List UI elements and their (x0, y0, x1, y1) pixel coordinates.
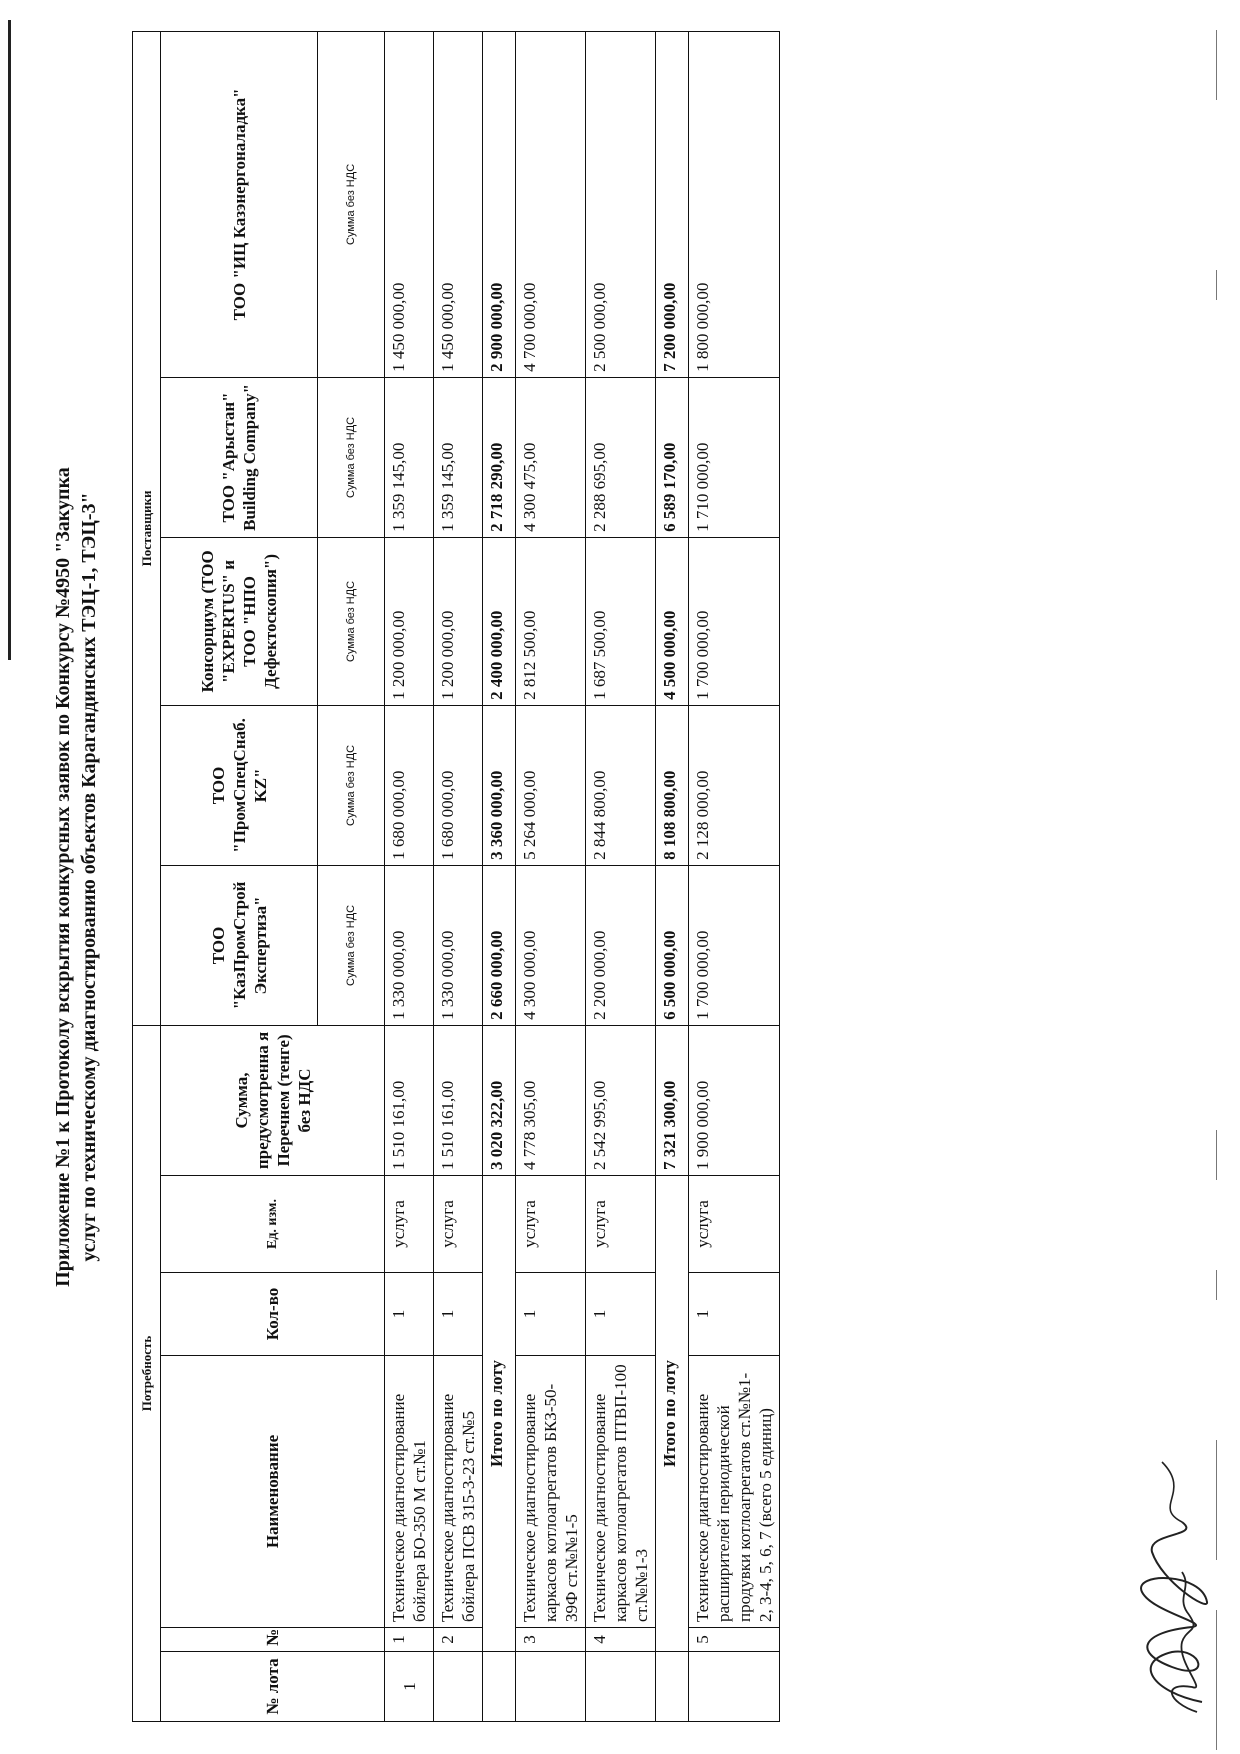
sum-planned: 1 510 161,00 (385, 1025, 434, 1175)
header-no: № (161, 1628, 385, 1652)
total-supplier-price: 6 500 000,00 (656, 865, 689, 1025)
sum-planned: 1 900 000,00 (689, 1025, 780, 1175)
supplier-price: 1 200 000,00 (434, 537, 483, 705)
row-number: 1 (385, 1628, 434, 1652)
header-name: Наименование (161, 1356, 385, 1628)
quantity: 1 (516, 1273, 586, 1356)
lot-number (434, 1652, 483, 1722)
unit: услуга (689, 1176, 780, 1273)
service-name: Техническое диагностирование бойлера БО-350 М ст.№1 (385, 1356, 434, 1628)
title-line-2: услуг по техническому диагностированию объектов Карагандинских ТЭЦ-1, ТЭЦ-3" (78, 492, 100, 1262)
quantity: 1 (586, 1273, 656, 1356)
supplier-price: 5 264 000,00 (516, 705, 586, 865)
bids-table (132, 31, 780, 1722)
supplier-price: 4 300 000,00 (516, 865, 586, 1025)
unit: услуга (516, 1176, 586, 1273)
table-row (516, 31, 586, 1721)
total-supplier-price: 4 500 000,00 (656, 537, 689, 705)
rotated-page (32, 32, 1232, 1722)
supplier-price: 2 812 500,00 (516, 537, 586, 705)
total-supplier-price: 3 360 000,00 (483, 705, 516, 865)
total-sum-planned: 3 020 322,00 (483, 1025, 516, 1175)
row-number: 2 (434, 1628, 483, 1652)
supplier-price: 1 687 500,00 (586, 537, 656, 705)
supplier-price: 2 200 000,00 (586, 865, 656, 1025)
supplier-price: 1 359 145,00 (385, 377, 434, 537)
supplier-price: 1 200 000,00 (385, 537, 434, 705)
service-name: Техническое диагностирование каркасов котлоагрегатов ПТВП-100 ст.№№1-3 (586, 1356, 656, 1628)
supplier-price: 1 450 000,00 (385, 31, 434, 377)
table-row (689, 31, 780, 1721)
unit: услуга (586, 1176, 656, 1273)
header-supplier-5: ТОО "ИЦ Казэнергоналадка" (161, 31, 318, 377)
total-supplier-price: 2 718 290,00 (483, 377, 516, 537)
header-lot-no: № лота (161, 1652, 385, 1722)
signature-image-2 (1147, 1562, 1217, 1722)
header-supplier-4: ТОО "Арыстан" Building Company" (161, 377, 318, 537)
subheader-sum-no-vat: Сумма без НДС (318, 537, 385, 705)
header-supplier-3: Консорциум (ТОО "EXPERTUS" и ТОО "НПО Дефектоскопия") (161, 537, 318, 705)
sum-planned: 4 778 305,00 (516, 1025, 586, 1175)
lot-number: 1 (385, 1652, 434, 1722)
subheader-sum-no-vat: Сумма без НДС (318, 377, 385, 537)
supplier-price: 1 680 000,00 (385, 705, 434, 865)
supplier-price: 1 450 000,00 (434, 31, 483, 377)
unit: услуга (434, 1176, 483, 1273)
table-row (385, 31, 434, 1721)
supplier-price: 1 330 000,00 (385, 865, 434, 1025)
supplier-price: 1 680 000,00 (434, 705, 483, 865)
subheader-sum-no-vat: Сумма без НДС (318, 865, 385, 1025)
service-name: Техническое диагностирование бойлера ПСВ 315-3-23 ст.№5 (434, 1356, 483, 1628)
subheader-sum-no-vat: Сумма без НДС (318, 705, 385, 865)
header-group-need: Потребность (133, 1025, 161, 1721)
header-group-suppliers: Поставщики (133, 31, 161, 1025)
table-row (434, 31, 483, 1721)
total-sum-planned: 7 321 300,00 (656, 1025, 689, 1175)
header-unit: Ед. изм. (161, 1176, 385, 1273)
page-edge-line (8, 20, 11, 660)
total-supplier-price: 6 589 170,00 (656, 377, 689, 537)
supplier-price: 4 700 000,00 (516, 31, 586, 377)
quantity: 1 (385, 1273, 434, 1356)
header-supplier-1: ТОО "КазПромСтрой Экспертиза" (161, 865, 318, 1025)
total-label: Итого по лоту (656, 1176, 689, 1652)
lot-cell (483, 1652, 516, 1722)
row-number: 4 (586, 1628, 656, 1652)
quantity: 1 (689, 1273, 780, 1356)
lot-number (516, 1652, 586, 1722)
lot-number (689, 1652, 780, 1722)
sum-planned: 2 542 995,00 (586, 1025, 656, 1175)
supplier-price: 1 710 000,00 (689, 377, 780, 537)
subheader-sum-no-vat: Сумма без НДС (318, 31, 385, 377)
header-sum-planned: Сумма, предусмотренна я Перечнем (тенге) без НДС (161, 1025, 385, 1175)
total-row (656, 31, 689, 1721)
total-row (483, 31, 516, 1721)
row-number: 3 (516, 1628, 586, 1652)
unit: услуга (385, 1176, 434, 1273)
supplier-price: 1 330 000,00 (434, 865, 483, 1025)
supplier-price: 1 359 145,00 (434, 377, 483, 537)
supplier-price: 1 700 000,00 (689, 537, 780, 705)
supplier-price: 1 700 000,00 (689, 865, 780, 1025)
total-supplier-price: 2 400 000,00 (483, 537, 516, 705)
table-row (586, 31, 656, 1721)
supplier-price: 2 288 695,00 (586, 377, 656, 537)
service-name: Техническое диагностирование каркасов котлоагрегатов БКЗ-50-39Ф ст.№№1-5 (516, 1356, 586, 1628)
supplier-price: 1 800 000,00 (689, 31, 780, 377)
supplier-price: 4 300 475,00 (516, 377, 586, 537)
supplier-price: 2 500 000,00 (586, 31, 656, 377)
header-qty: Кол-во (161, 1273, 385, 1356)
total-supplier-price: 2 660 000,00 (483, 865, 516, 1025)
total-supplier-price: 8 108 800,00 (656, 705, 689, 865)
total-supplier-price: 2 900 000,00 (483, 31, 516, 377)
total-label: Итого по лоту (483, 1176, 516, 1652)
supplier-price: 2 844 800,00 (586, 705, 656, 865)
total-supplier-price: 7 200 000,00 (656, 31, 689, 377)
supplier-price: 2 128 000,00 (689, 705, 780, 865)
lot-cell (656, 1652, 689, 1722)
row-number: 5 (689, 1628, 780, 1652)
document-title (50, 32, 102, 1722)
quantity: 1 (434, 1273, 483, 1356)
title-line-1: Приложение №1 к Протоколу вскрытия конкурсных заявок по Конкурсу №4950 "Закупка (52, 467, 74, 1287)
lot-number (586, 1652, 656, 1722)
service-name: Техническое диагностирование расширителей периодической продувки котлоагрегатов ст.№№1-2, 3-4, 5, 6, 7 (всего 5 единиц) (689, 1356, 780, 1628)
sum-planned: 1 510 161,00 (434, 1025, 483, 1175)
header-supplier-2: ТОО "ПромСпецСнаб. KZ" (161, 705, 318, 865)
